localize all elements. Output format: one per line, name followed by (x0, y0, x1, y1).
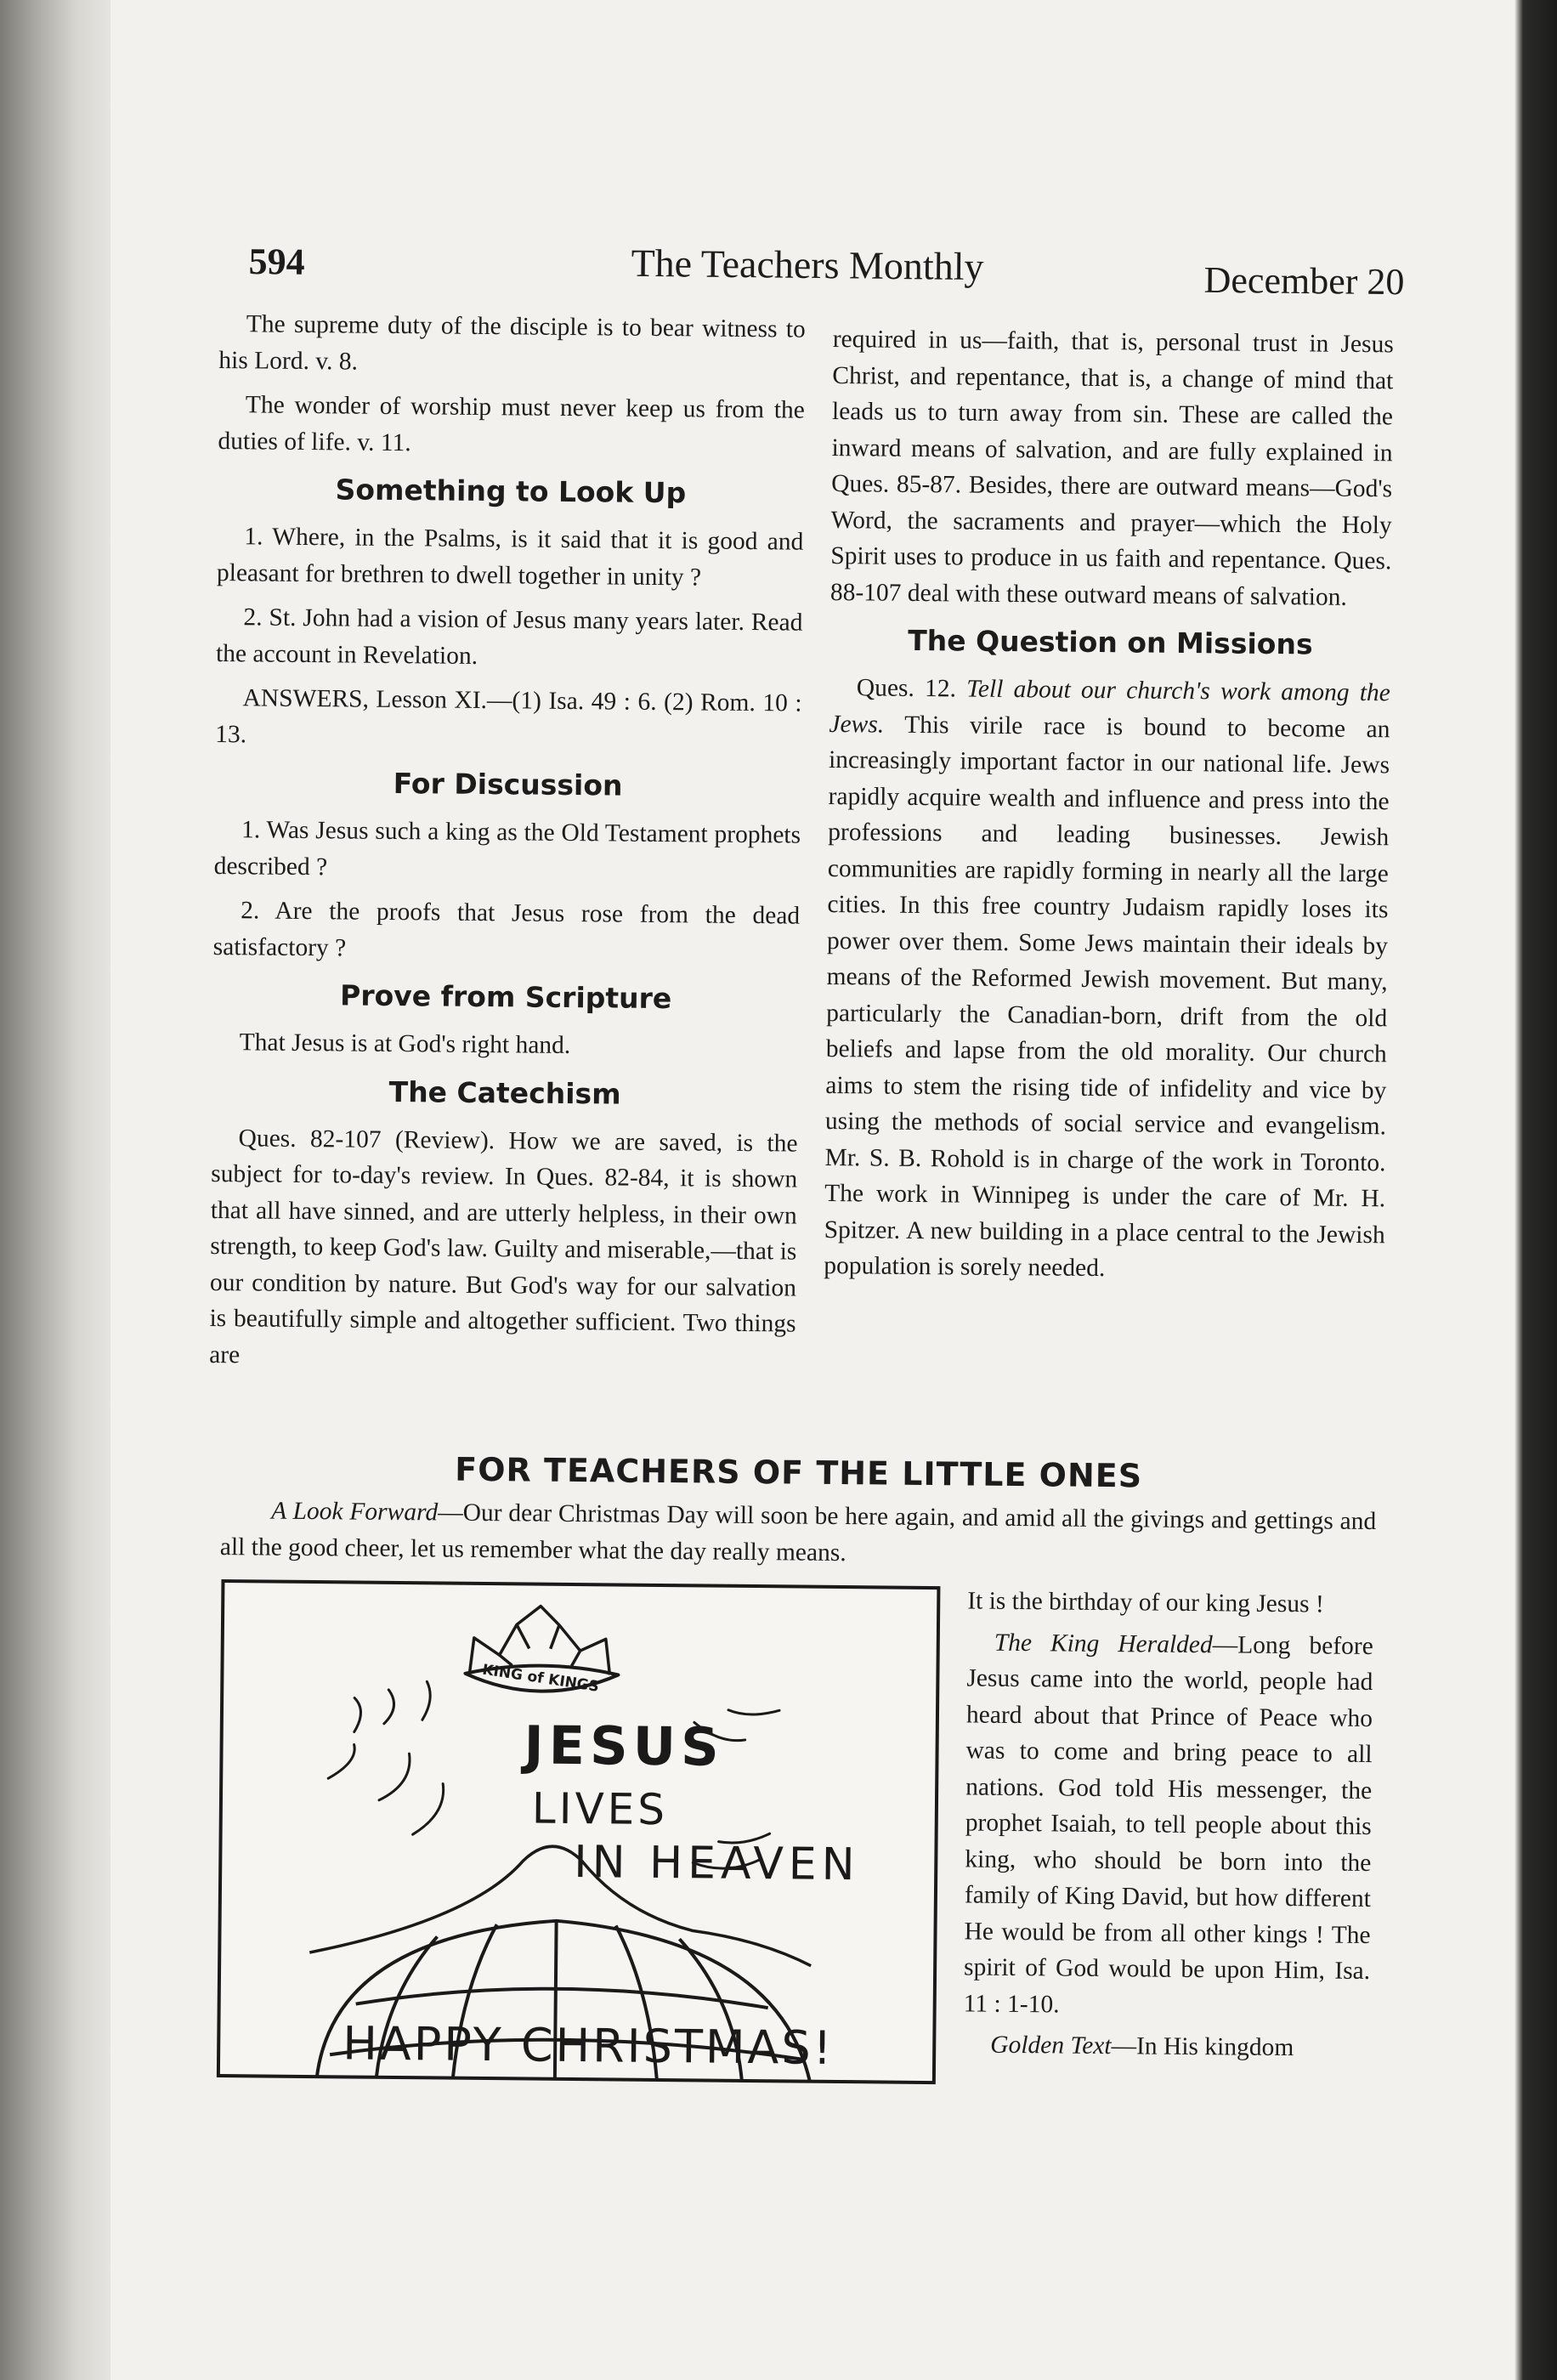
look-forward-paragraph (220, 1493, 1377, 1576)
missions-question-label: Ques. 12. (856, 674, 957, 703)
lesson-point: The wonder of worship must never keep us from the duties of life. v. 11. (218, 391, 806, 456)
section-heading-discussion: For Discussion (393, 766, 623, 802)
look-forward-label: A Look Forward (271, 1497, 439, 1527)
jesus-text: JESUS (524, 1714, 725, 1778)
christmas-illustration (215, 1578, 943, 2086)
lives-text: LIVES (531, 1783, 669, 1835)
discussion-question: 1. Was Jesus such a king as the Old Testament prophets described ? (213, 816, 801, 881)
little-ones-heading: FOR TEACHERS OF THE LITTLE ONES (455, 1450, 1143, 1495)
happy-christmas-text: HAPPY CHRISTMAS! (342, 2016, 835, 2075)
prove-text: That Jesus is at God's right hand. (239, 1028, 571, 1060)
catechism-text: Ques. 82-107 (Review). How we are saved, is the subject for to-day's review. In Ques. 82-84, it is shown that all have sinned, and are utterly helpless, in their own strength, to keep God's law. Guilty and miserable,—that is our condition by nature. But God's way for our salvation is beautifully simple and altogether sufficient. Two things are (209, 1124, 798, 1368)
page-number: 594 (248, 240, 305, 283)
illustration-drawing (215, 1578, 943, 2086)
king-heralded-text: —Long before Jesus came into the world, people had heard about that Prince of Peace who was to come and bring peace to all nations. God told His messenger, the prophet Isaiah, to tell people about this king, who should be born into the family of King David, but how different He would be from all other kings ! The spirit of God would be upon Him, Isa. 11 : 1-10. (963, 1630, 1373, 2018)
missions-answer: This virile race is bound to become an increasingly important factor in our national life. Jews rapidly acquire wealth and influence and press into the professions and leading businesses. Jewish communities are rapidly forming in nearly all the large cities. In this free country Judaism rapidly loses its power over them. Some Jews maintain their ideals by means of the Reformed Jewish movement. But many, particularly the Canadian-born, drift from the old beliefs and lapse from the old morality. Our church aims to stem the rising tide of infidelity and vice by using the methods of social service and evangelism. Mr. S. B. Rohold is in charge of the work in Toronto. The work in Winnipeg is under the care of Mr. H. Spitzer. A new building in a place central to the Jewish population is sorely needed. (824, 711, 1390, 1283)
scan-binding-edge (0, 0, 127, 2380)
right-column (824, 321, 1394, 1298)
in-heaven-text: IN HEAVEN (574, 1837, 860, 1891)
little-ones-section (219, 1445, 1377, 2075)
answers-text: ANSWERS, Lesson XI.—(1) Isa. 49 : 6. (2) Rom. 10 : 13. (215, 684, 802, 748)
crown-label: KING of KINGS (481, 1661, 601, 1696)
catechism-continued: required in us—faith, that is, personal trust in Jesus Christ, and repentance, that is, a change of mind that leads us to turn away from sin. These are called the inward means of salvation, and are fully explained in Ques. 85-87. Besides, there are outward means—God's Word, the sacraments and prayer—which the Holy Spirit uses to produce in us faith and repentance. Ques. 88-107 deal with these outward means of salvation. (829, 325, 1394, 611)
running-date: December 20 (1203, 258, 1405, 303)
running-header (248, 230, 1405, 309)
section-heading-prove: Prove from Scripture (339, 978, 672, 1016)
scan-right-edge (1515, 0, 1557, 2380)
look-forward-text: —Our dear Christmas Day will soon be here again, and amid all the givings and gettings and all the good cheer, let us remember what the day really means. (219, 1499, 1377, 1567)
king-heralded-label: The King Heralded (994, 1629, 1213, 1658)
look-up-question: 2. St. John had a vision of Jesus many years later. Read the account in Revelation. (215, 604, 803, 670)
left-column (209, 306, 806, 1387)
golden-text-paragraph (963, 2026, 1369, 2066)
running-title: The Teachers Monthly (631, 241, 984, 289)
look-forward-continued: It is the birthday of our king Jesus ! (967, 1587, 1324, 1618)
missions-text (824, 670, 1390, 1289)
golden-text-label: Golden Text (990, 2031, 1112, 2060)
look-up-question: 1. Where, in the Psalms, is it said that it is good and pleasant for brethren to dwell together in unity ? (216, 523, 804, 591)
lesson-point: The supreme duty of the disciple is to bear witness to his Lord. v. 8. (218, 310, 806, 376)
golden-text-text: —In His kingdom (1111, 2032, 1294, 2062)
section-heading-catechism: The Catechism (388, 1074, 621, 1111)
discussion-question: 2. Are the proofs that Jesus rose from the dead satisfactory ? (212, 897, 801, 961)
side-text (963, 1583, 1373, 2071)
section-heading-look-up: Something to Look Up (335, 473, 687, 510)
section-heading-missions: The Question on Missions (908, 623, 1313, 661)
missions-question: Tell about our church's work among the Jews. (829, 675, 1390, 739)
king-heralded-paragraph (964, 1624, 1373, 2026)
